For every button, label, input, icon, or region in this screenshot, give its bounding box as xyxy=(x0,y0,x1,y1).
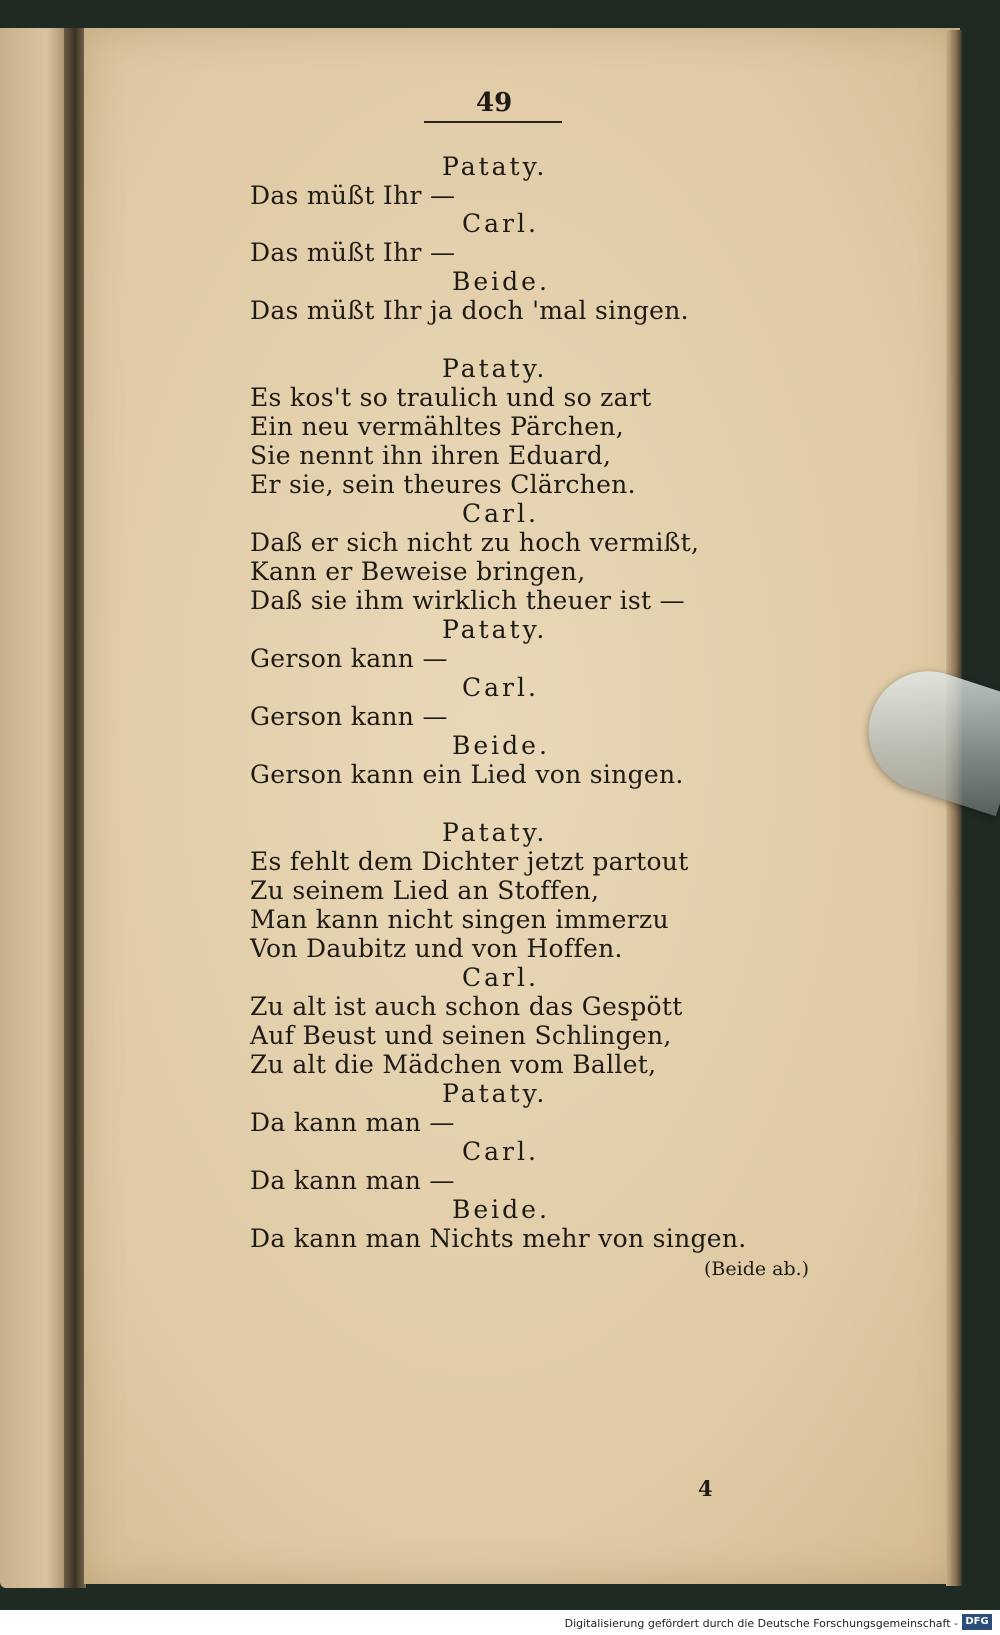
speaker-name: Carl. xyxy=(462,673,539,702)
speaker-name: Beide. xyxy=(452,267,550,296)
verse-line: Zu seinem Lied an Stoffen, xyxy=(250,876,600,905)
stage-direction: (Beide ab.) xyxy=(704,1258,810,1280)
book-page xyxy=(84,28,960,1584)
book-gutter xyxy=(64,28,86,1588)
speaker-name: Pataty. xyxy=(442,152,548,181)
verse-line: Da kann man — xyxy=(250,1108,455,1137)
verse-line: Man kann nicht singen immerzu xyxy=(250,905,669,934)
verse-line: Von Daubitz und von Hoffen. xyxy=(250,934,623,963)
verse-line: Es fehlt dem Dichter jetzt partout xyxy=(250,847,689,876)
verse-line: Kann er Beweise bringen, xyxy=(250,557,586,586)
speaker-name: Pataty. xyxy=(442,354,548,383)
verse-line: Das müßt Ihr ja doch 'mal singen. xyxy=(250,296,689,325)
speaker-name: Pataty. xyxy=(442,818,548,847)
verse-line: Er sie, sein theures Clärchen. xyxy=(250,470,636,499)
verse-line: Das müßt Ihr — xyxy=(250,238,456,267)
verse-line: Da kann man — xyxy=(250,1166,455,1195)
speaker-name: Beide. xyxy=(452,731,550,760)
verse-line: Sie nennt ihn ihren Eduard, xyxy=(250,441,612,470)
verse-line: Das müßt Ihr — xyxy=(250,181,456,210)
verse-line: Gerson kann ein Lied von singen. xyxy=(250,760,684,789)
speaker-name: Carl. xyxy=(462,1137,539,1166)
verse-line: Es kos't so traulich und so zart xyxy=(250,383,652,412)
verse-line: Zu alt ist auch schon das Gespött xyxy=(250,992,683,1021)
verse-line: Gerson kann — xyxy=(250,702,448,731)
page-number: 49 xyxy=(476,88,513,118)
verse-line: Gerson kann — xyxy=(250,644,448,673)
verse-line: Ein neu vermähltes Pärchen, xyxy=(250,412,625,441)
dfg-logo: DFG xyxy=(962,1614,992,1630)
footer-credit: Digitalisierung gefördert durch die Deutsche Forschungsgemeinschaft - xyxy=(564,1617,958,1630)
sheet-signature: 4 xyxy=(698,1476,713,1501)
speaker-name: Beide. xyxy=(452,1195,550,1224)
speaker-name: Carl. xyxy=(462,499,539,528)
speaker-name: Carl. xyxy=(462,209,539,238)
speaker-name: Pataty. xyxy=(442,615,548,644)
verse-line: Daß sie ihm wirklich theuer ist — xyxy=(250,586,685,615)
verse-line: Daß er sich nicht zu hoch vermißt, xyxy=(250,528,700,557)
page-edge xyxy=(946,30,962,1586)
speaker-name: Carl. xyxy=(462,963,539,992)
speaker-name: Pataty. xyxy=(442,1079,548,1108)
verse-line: Auf Beust und seinen Schlingen, xyxy=(250,1021,672,1050)
header-rule xyxy=(424,121,562,123)
verse-line: Zu alt die Mädchen vom Ballet, xyxy=(250,1050,657,1079)
verse-line: Da kann man Nichts mehr von singen. xyxy=(250,1224,747,1253)
